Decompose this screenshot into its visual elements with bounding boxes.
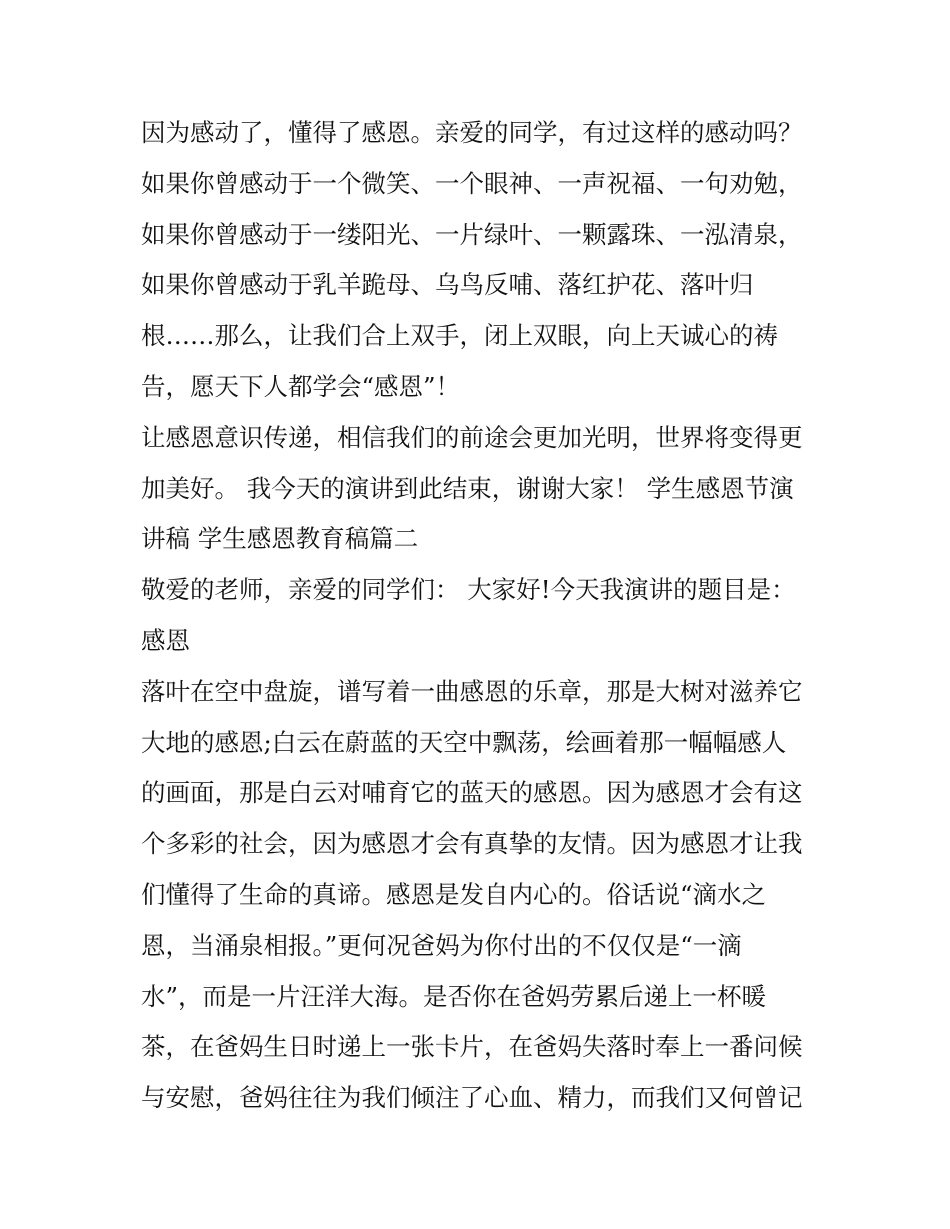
- text-line: 因为感动了，懂得了感恩。亲爱的同学，有过这样的感动吗？: [141, 118, 803, 147]
- text-line: 们懂得了生命的真谛。感恩是发自内心的。俗话说“滴水之: [141, 879, 767, 909]
- text-line: 落叶在空中盘旋，谱写着一曲感恩的乐章，那是大树对滋养它: [141, 676, 803, 706]
- text-line: 如果你曾感动于一个微笑、一个眼神、一声祝福、一句劝勉，: [141, 168, 803, 198]
- text-line: 讲稿 学生感恩教育稿篇二: [141, 524, 419, 554]
- text-line: 如果你曾感动于乳羊跪母、乌鸟反哺、落红护花、落叶归: [141, 270, 754, 300]
- text-line: 水”，而是一片汪洋大海。是否你在爸妈劳累后递上一杯暖: [141, 981, 767, 1011]
- text-line: 如果你曾感动于一缕阳光、一片绿叶、一颗露珠、一泓清泉，: [141, 219, 803, 249]
- text-line: 加美好。 我今天的演讲到此结束，谢谢大家！ 学生感恩节演: [141, 473, 794, 503]
- text-line: 的画面，那是白云对哺育它的蓝天的感恩。因为感恩才会有这: [141, 778, 803, 808]
- section-heading: 感恩: [141, 625, 190, 655]
- text-line: 大地的感恩;白云在蔚蓝的天空中飘荡，绘画着那一幅幅感人: [141, 727, 787, 757]
- text-line: 茶，在爸妈生日时递上一张卡片，在爸妈失落时奉上一番问候: [141, 1032, 803, 1062]
- text-line: 与安慰，爸妈往往为我们倾注了心血、精力，而我们又何曾记: [141, 1083, 803, 1113]
- text-line: 个多彩的社会，因为感恩才会有真挚的友情。因为感恩才让我: [141, 829, 803, 859]
- text-line: 恩，当涌泉相报。”更何况爸妈为你付出的不仅仅是“一滴: [141, 930, 742, 960]
- document-body: [141, 108, 821, 1124]
- text-line: 敬爱的老师，亲爱的同学们： 大家好!今天我演讲的题目是：: [141, 575, 796, 605]
- text-line: 根……那么，让我们合上双手，闭上双眼，向上天诚心的祷: [141, 321, 778, 351]
- text-line: 让感恩意识传递，相信我们的前途会更加光明，世界将变得更: [141, 422, 803, 452]
- text-line: 告，愿天下人都学会“感恩”！: [141, 371, 461, 401]
